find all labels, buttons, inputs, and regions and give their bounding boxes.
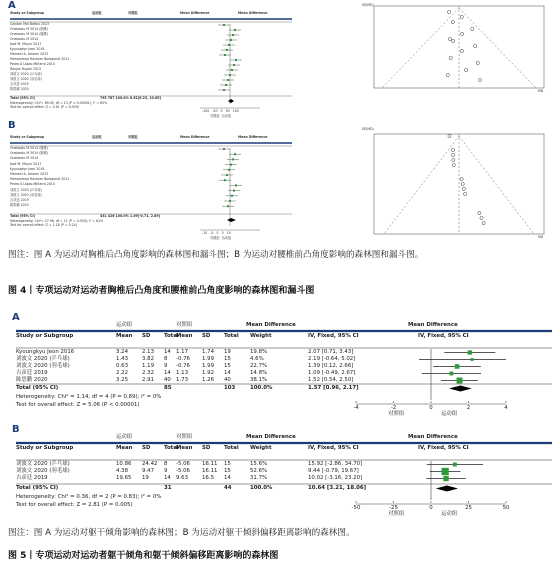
fig5-a-cell-m2: -0.76 (176, 363, 190, 369)
f4a-study-12: 吉彦廷 2019 (10, 82, 29, 86)
fig5-b-axis-label-left: 对照组 (388, 511, 405, 517)
fig5-b-cell-n2: 14 (224, 475, 231, 481)
fig5-a-cell-n1: 40 (164, 377, 171, 383)
f4a-funnel-point-2 (465, 68, 468, 71)
fig4-a-het: Heterogeneity: Chi²= 89.45, df = 13 (P < 0.00001); I² = 85% (10, 101, 108, 105)
table-row (16, 370, 552, 377)
f4a-study-11: 刘波文 2020 (羽毛球) (10, 77, 42, 81)
fig5-a-cell-m1: 0.63 (116, 363, 129, 369)
fig5-a-cell-study: 刘波文 2020 (羽毛球) (16, 363, 70, 369)
fig5-a-total-n1: 85 (164, 385, 172, 391)
f4a-square-5 (226, 49, 228, 51)
fig5-b-cell-m1: 10.86 (116, 461, 132, 467)
fig5-a-test: Test for overall effect: Z = 5.06 (P < 0.00001) (16, 402, 140, 408)
fig5-a-header-col-6: Total (224, 333, 239, 339)
f4b-study-11: 陈思鹏 2020 (10, 203, 29, 208)
fig5-b-tick-label-1: -25 (389, 505, 398, 511)
fig5-b-total-n2: 44 (224, 485, 232, 491)
fig4-a-funnel-ylabel: SE(MD) (362, 3, 374, 7)
fig4-b-h4: Mean Difference (238, 135, 268, 139)
fig4-caption-note: 图注：图 A 为运动对胸椎后凸角度影响的森林图和漏斗图；B 为运动对腰椎前凸角度影响的森林图和漏斗图。 (8, 250, 424, 260)
fig4-b-total-vals: 431 426 100.0% 1.09[-0.71, 2.89] (100, 214, 161, 218)
f4b-square-11 (227, 205, 229, 207)
fig5-a-md-header: Mean Difference (246, 322, 296, 328)
fig5-a-cell-ci: 1.52 [0.54, 2.50] (308, 377, 354, 383)
f4a-study-6: Mamani A. Ameen 2023 (10, 52, 49, 56)
fig4-b-funnel-svg (362, 128, 548, 244)
fig4-b-h1: 运动组 (92, 135, 102, 139)
fig4-b-funnel (362, 128, 548, 244)
f4b-square-2 (232, 158, 234, 160)
fig5-a-group1: 运动组 (116, 322, 133, 328)
fig5-a-cell-sd2: 1.92 (202, 370, 215, 376)
fig5-b-md-sub2: IV, Fixed, 95% CI (418, 445, 469, 451)
fig5-a-cell-study: 吉彦廷 2019 (16, 370, 48, 376)
fig5-b-md-header2: Mean Difference (408, 434, 458, 440)
fig4-a-total: Total (95% CI) (10, 96, 35, 100)
fig5-b-tick-label-4: 50 (502, 505, 510, 511)
fig5-a-cell-w: 4.6% (250, 356, 264, 362)
fig5-a-total-ci: 1.57 [0.96, 2.17] (308, 385, 359, 391)
f4b-study-1: Onabaolu M 2014 (胸椎) (10, 151, 49, 156)
f4b-funnel-point-3 (482, 221, 485, 224)
f4a-square-12 (225, 84, 227, 86)
fig5-b-tick-label-3: 25 (465, 505, 472, 511)
fig5-a-md-header2: Mean Difference (408, 322, 458, 328)
f4b-funnel-point-6 (480, 216, 483, 219)
fig5-a-header-col-4: Mean (176, 333, 193, 339)
fig4-b-funnel-ylabel: SE(MD) (362, 127, 374, 131)
fig5-a-cell-sd1: 2.91 (142, 377, 155, 383)
fig5-a-tick-label-0: -4 (353, 405, 359, 411)
f4a-square-11 (227, 79, 229, 81)
fig5-a-cell-sd2: 1.74 (202, 349, 215, 355)
fig5-a-cell-sd1: 1.19 (142, 363, 155, 369)
fig5-a-cell-sd2: 1.99 (202, 356, 215, 362)
fig4-b-test: Test for overall effect: Z = 1.18 (P = 0.24) (10, 223, 77, 227)
fig5-b-header-col-2: SD (142, 445, 151, 451)
fig5-b-cell-m1: 19.65 (116, 475, 132, 481)
f4b-square-1 (234, 153, 236, 155)
f4a-funnel-point-3 (471, 27, 474, 30)
table-row (16, 377, 552, 384)
fig5-b-cell-w: 52.6% (250, 468, 268, 474)
table-row (16, 475, 552, 482)
fig5-b-cell-sd2: 16.11 (202, 461, 218, 467)
fig5-a-cell-m2: -0.76 (176, 356, 190, 362)
f4a-square-1 (234, 29, 236, 31)
fig5-a-cell-n1: 14 (164, 370, 171, 376)
fig5-a-cell-study: 陈思鹏 2020 (16, 377, 48, 383)
fig5-b-header-col-5: SD (202, 445, 211, 451)
fig5-a-header-col-3: Total (164, 333, 179, 339)
fig5-a-cell-n2: 14 (224, 370, 231, 376)
f4a-square-7 (235, 59, 237, 61)
fig4-a-funnel-svg (362, 4, 548, 96)
f4b-funnel-point-1 (452, 163, 455, 166)
fig5-b-cell-sd2: 16.5 (202, 475, 215, 481)
fig4-a-funnel-xlabel: MD (538, 89, 544, 93)
f4b-study-3: José M. Mayor 2017 (10, 161, 42, 166)
fig5-a-md-sub: IV, Fixed, 95% CI (308, 333, 359, 339)
f4b-funnel-point-10 (451, 148, 454, 151)
fig5-a-cell-n2: 19 (224, 349, 231, 355)
fig5-a-cell-ci: 2.07 [0.71, 3.43] (308, 349, 354, 355)
fig5-b-cell-m2: -5.06 (176, 468, 190, 474)
f4a-square-9 (231, 69, 233, 71)
fig4-b-axis-labels: 对照组 运动组 (210, 236, 232, 240)
fig4-b-diamond (227, 218, 236, 222)
fig5-b-total-n1: 31 (164, 485, 172, 491)
table-row (16, 349, 552, 356)
fig5-a-axis-label-right: 运动组 (441, 411, 458, 417)
fig4-title: 图 4丨专项运动对运动者胸椎后凸角度和腰椎前凸角度影响的森林图和漏斗图 (8, 286, 315, 296)
fig5-a-cell-n2: 40 (224, 377, 231, 383)
f4a-study-10: 刘波文 2020 (乒乓球) (10, 72, 42, 76)
fig5-b-header-col-3: Total (164, 445, 179, 451)
fig4-b-forest-svg (10, 136, 292, 246)
fig5-b-cell-n1: 14 (164, 475, 171, 481)
fig5-a-cell-n2: 15 (224, 363, 231, 369)
fig5-b-md-header: Mean Difference (246, 434, 296, 440)
fig5-b-group2: 对照组 (176, 434, 193, 440)
f4a-funnel-point-0 (447, 10, 450, 13)
fig5-a-cell-m2: 1.17 (176, 349, 189, 355)
fig5-a-cell-w: 14.8% (250, 370, 268, 376)
f4a-square-0 (223, 24, 225, 26)
f4a-square-4 (228, 44, 230, 46)
fig4-b-h2: 对照组 (128, 135, 138, 139)
f4a-funnel-point-9 (476, 61, 479, 64)
fig5-a-forest (16, 322, 552, 428)
f4b-funnel-point-9 (478, 211, 481, 214)
f4b-square-10 (229, 200, 231, 202)
fig5-b-cell-n2: 15 (224, 461, 231, 467)
fig5-a-cell-ci: 1.39 [0.12, 2.66] (308, 363, 354, 369)
fig5-b-md-sub: IV, Fixed, 95% CI (308, 445, 359, 451)
fig5-a-cell-n1: 14 (164, 349, 171, 355)
fig4-panel-a-label: A (8, 0, 16, 11)
fig4-b-total: Total (95% CI) (10, 214, 35, 218)
f4b-study-10: 吉彦廷 2019 (10, 198, 29, 202)
f4a-study-4: José M. Mayor 2017 (10, 42, 42, 46)
fig5-a-cell-ci: 2.19 [-0.64, 5.02] (308, 356, 356, 362)
f4b-square-8 (233, 190, 235, 192)
fig4-b-h3: Mean Difference (180, 135, 210, 139)
fig4-a-funnel (362, 4, 548, 96)
fig5-a-header-col-7: Weight (250, 333, 272, 339)
fig5-b-cell-sd1: 19 (142, 475, 149, 481)
fig5-a-tick-label-2: 0 (429, 405, 433, 411)
f4a-square-2 (232, 34, 234, 36)
fig5-b-header-col-0: Study or Subgroup (16, 445, 74, 451)
f4b-study-7: Pedro A López-Miñarro 2010 (10, 182, 55, 187)
fig5-b-total-ci: 10.64 [3.21, 18.06] (308, 485, 367, 491)
fig5-b-axis-label-right: 运动组 (441, 511, 458, 517)
f4a-square-8 (233, 64, 235, 66)
fig5-a-cell-ci: 1.09 [-0.49, 2.67] (308, 370, 356, 376)
f4b-study-4: Kyoungkyu Jeon 2016 (10, 166, 45, 171)
f4a-square-10 (229, 74, 231, 76)
fig5-b-cell-m1: 4.38 (116, 468, 129, 474)
fig5-b-cell-sd2: 16.11 (202, 468, 218, 474)
fig5-a-header-col-1: Mean (116, 333, 133, 339)
fig5-b-cell-w: 31.7% (250, 475, 268, 481)
f4b-square-0 (223, 148, 225, 150)
f4b-funnel-point-4 (452, 158, 455, 161)
fig5-b-tick-label-0: -50 (351, 505, 361, 511)
fig5-a-cell-w: 38.1% (250, 377, 268, 383)
fig5-b-cell-n2: 15 (224, 468, 231, 474)
fig5-a-cell-study: Kyoungkyu Jeon 2016 (16, 349, 75, 355)
fig5-b-forest (16, 434, 552, 518)
fig5-b-het: Heterogeneity: Chi² = 0.36, df = 2 (P = 0.83); I² = 0% (16, 494, 162, 500)
fig5-b-tick-label-2: 0 (429, 505, 433, 511)
f4a-funnel-point-6 (474, 44, 477, 47)
f4a-study-3: Onabaolu M 2014 (10, 37, 39, 41)
fig5-a-cell-sd1: 3.82 (142, 356, 155, 362)
fig5-a-cell-sd1: 2.13 (142, 349, 155, 355)
fig5-b-header-col-1: Mean (116, 445, 133, 451)
f4a-funnel-point-1 (452, 39, 455, 42)
f4a-study-2: Onabaolu M 2014 (腰椎) (10, 32, 49, 36)
f4b-study-0: Onabaolu M 2014 (腰椎) (10, 146, 49, 150)
f4b-study-6: Mohammad Hashem Boroojerdi 2021 (10, 177, 70, 182)
fig4-a-h0: Study or Subgroup (10, 11, 44, 15)
fig4-a-total-vals: 793 787 100.0% 8.61[6.23, 10.85] (100, 96, 161, 100)
f4a-funnel-point-12 (478, 78, 481, 81)
f4a-funnel-point-8 (460, 32, 463, 35)
f4b-study-2: Onabaolu M 2014 (10, 156, 39, 161)
fig5-b-cell-m2: -5.06 (176, 461, 190, 467)
f4a-study-1: Onabaolu M 2014 (胸椎) (10, 27, 49, 31)
fig5-a-tick-label-4: 4 (504, 405, 508, 411)
fig5-a-cell-sd1: 2.32 (142, 370, 155, 376)
fig5-b-cell-m2: 9.63 (176, 475, 189, 481)
f4b-square-6 (224, 179, 226, 181)
fig4-b-axis: -10 -5 0 5 10 (202, 231, 231, 235)
fig5-a-cell-study: 刘波文 2020 (乒乓球) (16, 356, 70, 362)
fig5-b-total-label: Total (95% CI) (16, 485, 59, 491)
fig5-a-cell-m1: 1.43 (116, 356, 129, 362)
fig5-b-total-w: 100.0% (250, 485, 273, 491)
fig4-a-axis-labels: 对照组 运动组 (210, 114, 232, 118)
f4b-square-3 (230, 164, 232, 166)
f4a-study-0: Candan Mai Bafdui 2023 (10, 22, 50, 26)
fig5-a-group2: 对照组 (176, 322, 193, 328)
fig5-a-total-label: Total (95% CI) (16, 385, 59, 391)
f4b-study-8: 刘波文 2020 (乒乓球) (10, 187, 42, 192)
f4a-study-8: Pedro A López-Miñarro 2010 (10, 62, 55, 66)
fig4-a-h4: Mean Difference (238, 11, 268, 15)
f4a-funnel-point-5 (460, 15, 463, 18)
fig5-b-cell-n1: 8 (164, 461, 168, 467)
fig5-b-header-col-6: Total (224, 445, 239, 451)
f4a-square-6 (224, 54, 226, 56)
f4a-study-13: 陈思鹏 2020 (10, 87, 29, 91)
fig5-a-header-col-2: SD (142, 333, 151, 339)
f4b-square-7 (235, 184, 237, 186)
fig5-caption-note: 图注：图 A 为运动对躯干倾角影响的森林图；B 为运动对躯干倾斜偏移距离影响的森林图。 (8, 528, 355, 538)
fig4-b-h0: Study or Subgroup (10, 135, 44, 139)
f4b-study-5: Mamani A. Ameen 2023 (10, 172, 49, 176)
fig5-a-cell-n1: 8 (164, 356, 168, 362)
fig5-b-cell-sd1: 9.47 (142, 468, 155, 474)
f4b-funnel-point-7 (452, 153, 455, 156)
fig5-a-tick-label-1: -2 (390, 405, 397, 411)
fig5-b-header-col-7: Weight (250, 445, 272, 451)
fig5-a-tick-label-3: 2 (466, 405, 471, 411)
fig5-a-md-sub2: IV, Fixed, 95% CI (418, 333, 469, 339)
fig4-a-h2: 对照组 (128, 11, 138, 15)
fig4-b-forest (10, 136, 292, 246)
fig4-a-axis: -100 -50 0 50 100 (202, 109, 239, 113)
f4a-study-7: Mohammad Hashem Boroojerdi 2021 (10, 57, 70, 61)
f4b-funnel-point-8 (461, 182, 464, 185)
fig5-a-cell-m2: 1.13 (176, 370, 189, 376)
f4b-funnel-point-5 (462, 187, 465, 190)
fig5-b-test: Test for overall effect: Z = 2.81 (P = 0.005) (16, 502, 133, 508)
fig5-a-cell-sd2: 1.99 (202, 363, 215, 369)
f4a-study-9: Ranjan Rupali 2013 (10, 67, 41, 71)
fig5-b-cell-ci: 15.92 [-2.86, 34.70] (308, 461, 363, 467)
f4a-square-13 (223, 89, 225, 91)
fig5-title: 图 5丨专项运动对运动者躯干倾角和躯干倾斜偏移距离影响的森林图 (8, 551, 279, 561)
table-row (16, 363, 552, 370)
f4b-square-5 (226, 174, 228, 176)
f4a-funnel-point-10 (451, 20, 454, 23)
f4a-study-5: Kyoungkyu Jeon 2016 (10, 47, 45, 51)
fig5-panel-b-label: B (12, 424, 20, 435)
fig5-a-cell-m1: 3.24 (116, 349, 129, 355)
f4b-study-9: 刘波文 2020 (羽毛球) (10, 192, 42, 197)
fig5-b-header-col-4: Mean (176, 445, 193, 451)
fig5-b-cell-w: 15.6% (250, 461, 268, 467)
f4b-funnel-point-2 (464, 192, 467, 195)
fig5-a-cell-w: 22.7% (250, 363, 268, 369)
fig4-b-het: Heterogeneity: Chi²= 27.98, df = 11 (P = 0.003); I² = 61% (10, 219, 104, 223)
f4b-funnel-point-11 (460, 177, 463, 180)
f4a-funnel-point-11 (460, 49, 463, 52)
fig4-b-funnel-xlabel: MD (538, 235, 544, 239)
fig4-a-h1: 运动组 (92, 11, 102, 15)
fig5-a-cell-m1: 2.22 (116, 370, 129, 376)
fig5-a-cell-n1: 9 (164, 363, 168, 369)
fig5-b-cell-ci: 10.02 [-3.16, 23.20] (308, 475, 363, 481)
fig4-panel-b-label: B (8, 120, 16, 131)
fig5-a-header-col-5: SD (202, 333, 211, 339)
f4b-funnel-point-0 (448, 134, 451, 137)
table-row (16, 468, 552, 475)
f4b-square-4 (228, 169, 230, 171)
fig5-a-cell-sd2: 1.26 (202, 377, 215, 383)
f4b-square-9 (231, 195, 233, 197)
fig5-a-cell-n2: 15 (224, 356, 231, 362)
fig5-b-cell-ci: 9.44 [-0.79, 19.67] (308, 468, 359, 474)
fig4-a-diamond (228, 99, 234, 103)
table-row (16, 356, 552, 363)
fig5-b-cell-n1: 9 (164, 468, 168, 474)
fig5-a-total-n2: 103 (224, 385, 236, 391)
f4a-square-3 (230, 39, 232, 41)
f4a-funnel-point-4 (449, 56, 452, 59)
fig5-panel-a-label: A (12, 312, 20, 323)
fig5-a-cell-m1: 3.25 (116, 377, 129, 383)
fig5-a-axis-label-left: 对照组 (388, 411, 405, 417)
table-row (16, 461, 552, 468)
fig4-a-test: Test for overall effect: Z = 2.61 (P = 0.009) (10, 105, 79, 109)
fig5-a-header-col-0: Study or Subgroup (16, 333, 74, 339)
fig5-b-cell-study: 刘波文 2020 (乒乓球) (16, 461, 70, 467)
f4a-funnel-point-7 (446, 73, 449, 76)
fig5-a-cell-w: 19.8% (250, 349, 268, 355)
fig5-a-het: Heterogeneity: Chi² = 1.14, df = 4 (P = 0.89); I² = 0% (16, 394, 162, 400)
fig5-b-cell-sd1: 24.42 (142, 461, 158, 467)
fig5-a-total-w: 100.0% (250, 385, 273, 391)
fig4-a-h3: Mean Difference (180, 11, 210, 15)
fig5-b-cell-study: 刘波文 2020 (羽毛球) (16, 468, 70, 474)
fig4-a-forest (10, 12, 292, 120)
fig5-b-cell-study: 吉彦廷 2019 (16, 475, 48, 481)
fig5-b-group1: 运动组 (116, 434, 133, 440)
f4a-funnel-point-13 (448, 37, 451, 40)
fig5-a-cell-m2: 1.73 (176, 377, 189, 383)
